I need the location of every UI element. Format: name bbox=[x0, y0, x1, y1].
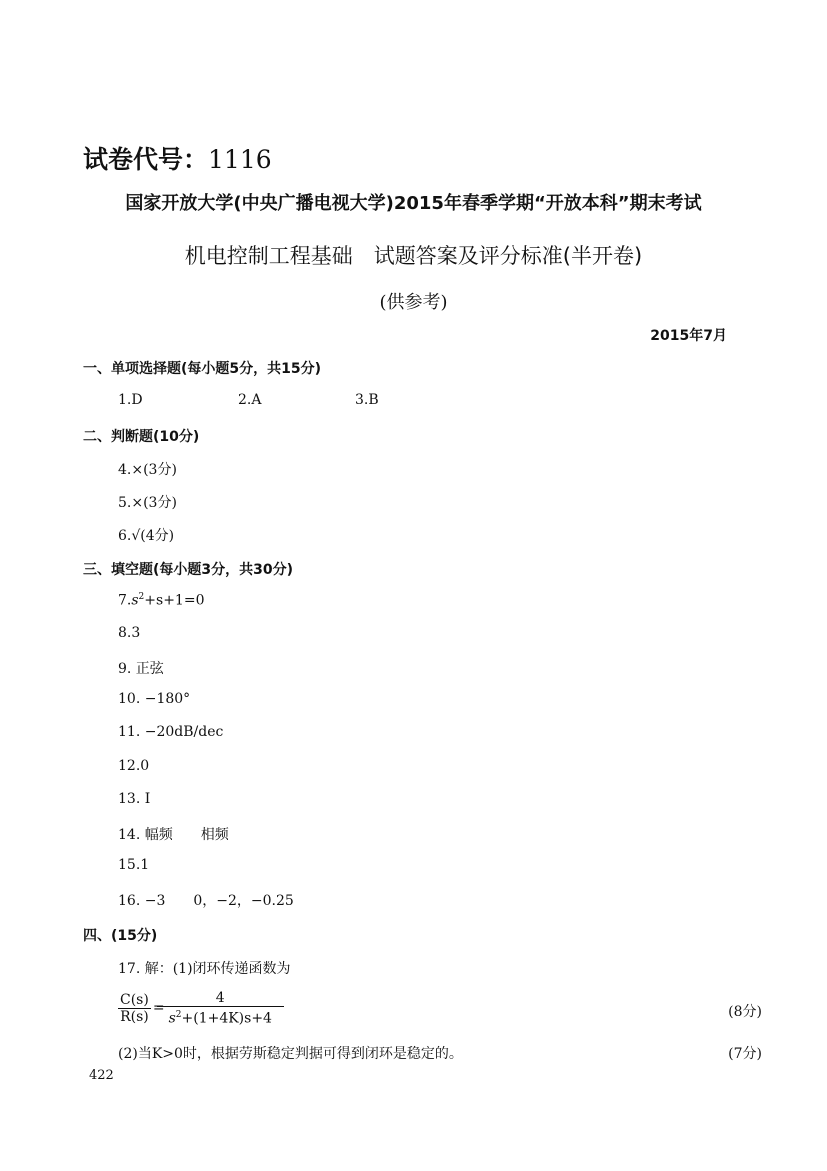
fill-item-12: 12.0 bbox=[118, 758, 150, 774]
judge-item-4: 4.×(3分) bbox=[118, 462, 177, 478]
exam-code bbox=[83, 140, 272, 176]
fill-item-8: 8.3 bbox=[118, 625, 141, 641]
q17-part2: (2)当K>0时，根据劳斯稳定判据可得到闭环是稳定的。 bbox=[118, 1046, 463, 1062]
exam-subtitle: 机电控制工程基础 试题答案及评分标准(半开卷) bbox=[184, 244, 643, 268]
answer-2: 2.A bbox=[238, 392, 262, 408]
exam-date: 2015年7月 bbox=[650, 328, 727, 344]
score-part1: (8分) bbox=[728, 1004, 762, 1020]
lhs-fraction bbox=[118, 992, 151, 1025]
exam-code-label: 试卷代号： bbox=[83, 145, 209, 174]
fill-item-9: 9. 正弦 bbox=[118, 661, 164, 677]
rhs-den-rest: +(1+4K)s+4 bbox=[181, 1010, 272, 1027]
rhs-numerator: 4 bbox=[157, 990, 284, 1007]
judge-item-6: 6.√(4分) bbox=[118, 528, 175, 544]
q7-rest: +s+1=0 bbox=[144, 592, 205, 609]
rhs-den-exp: 2 bbox=[175, 1010, 182, 1020]
section4-heading: 四、(15分) bbox=[83, 928, 158, 944]
q7-prefix: 7. bbox=[118, 592, 132, 609]
equals-sign: = bbox=[152, 1000, 165, 1017]
rhs-fraction bbox=[167, 990, 274, 1027]
transfer-function bbox=[118, 990, 274, 1027]
fill-item-13: 13. Ⅰ bbox=[118, 791, 151, 807]
fill-item-10: 10. −180° bbox=[118, 691, 191, 707]
rhs-den-var: s bbox=[168, 1010, 176, 1027]
answer-1: 1.D bbox=[118, 392, 143, 408]
answer-3: 3.B bbox=[355, 392, 379, 408]
fill-item-15: 15.1 bbox=[118, 857, 150, 873]
section3-heading: 三、填空题(每小题3分，共30分) bbox=[83, 562, 294, 578]
q17-intro: 17. 解：(1)闭环传递函数为 bbox=[118, 961, 291, 977]
rhs-denominator bbox=[167, 1007, 274, 1027]
lhs-denominator: R(s) bbox=[120, 1008, 149, 1025]
fill-item-11: 11. −20dB/dec bbox=[118, 724, 224, 740]
exam-title: 国家开放大学(中央广播电视大学)2015年春季学期“开放本科”期末考试 bbox=[125, 193, 702, 214]
exam-code-number: 1116 bbox=[208, 145, 272, 174]
judge-item-5: 5.×(3分) bbox=[118, 495, 177, 511]
score-part2: (7分) bbox=[728, 1046, 762, 1062]
section1-heading: 一、单项选择题(每小题5分，共15分) bbox=[83, 361, 322, 377]
section2-heading: 二、判断题(10分) bbox=[83, 429, 200, 445]
reference-note: (供参考) bbox=[379, 292, 448, 313]
fill-item-14: 14. 幅频 相频 bbox=[118, 827, 229, 843]
q7-exp: 2 bbox=[138, 592, 145, 602]
q7-var: s bbox=[131, 592, 139, 609]
page-number: 422 bbox=[89, 1068, 114, 1083]
lhs-numerator: C(s) bbox=[120, 991, 149, 1008]
fill-item-16: 16. −3 0，−2，−0.25 bbox=[118, 893, 294, 909]
fill-item-7 bbox=[118, 592, 204, 609]
